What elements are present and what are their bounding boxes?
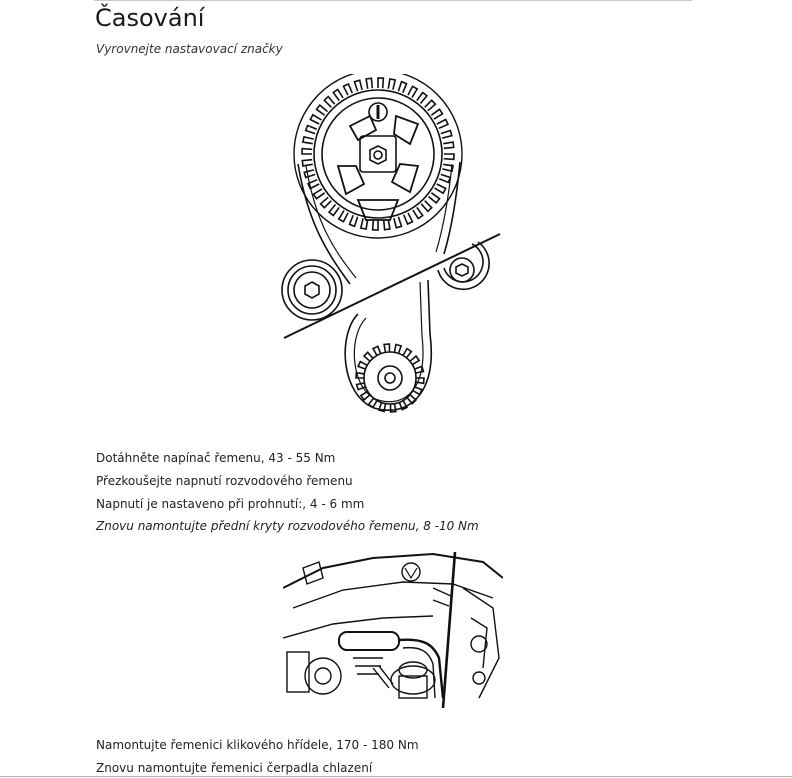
step-line: Napnutí je nastaveno při prohnutí:, 4 - 6 mm	[96, 497, 365, 511]
step-line: Znovu namontujte řemenici čerpadla chlazení	[96, 761, 373, 775]
gear-tooth	[404, 213, 413, 224]
gear-tooth	[443, 142, 454, 148]
gear-tooth	[302, 160, 313, 166]
page-title: Časování	[95, 4, 205, 32]
gear-tooth	[394, 217, 402, 228]
gear-tooth	[441, 131, 452, 139]
gear-tooth	[444, 154, 454, 159]
timing-belt-diagram	[278, 74, 508, 422]
bottom-rule	[0, 776, 792, 777]
gear-tooth	[413, 207, 423, 218]
step-line: Znovu namontujte přední kryty rozvodového řemenu, 8 -10 Nm	[96, 519, 479, 533]
gear-tooth	[388, 79, 395, 90]
gear-tooth	[304, 170, 315, 178]
gear-tooth	[350, 215, 358, 226]
gear-tooth	[333, 90, 343, 101]
gear-tooth	[355, 80, 363, 91]
gear-tooth	[303, 137, 314, 144]
top-rule	[94, 0, 692, 1]
step-line: Namontujte řemenici klikového hřídele, 170 - 180 Nm	[96, 738, 419, 752]
gear-tooth	[417, 93, 427, 104]
gear-tooth	[306, 126, 317, 134]
engine-bay-diagram	[283, 548, 503, 708]
gear-tooth	[373, 220, 378, 230]
gear-tooth	[429, 193, 440, 203]
gear-tooth	[302, 149, 312, 154]
gear-tooth	[314, 189, 325, 199]
gear-tooth	[416, 378, 424, 383]
gear-tooth	[437, 120, 448, 129]
gear-tooth	[339, 211, 348, 222]
step-line: Přezkoušejte napnutí rozvodového řemenu	[96, 474, 353, 488]
gear-tooth	[431, 109, 442, 119]
gear-tooth	[408, 86, 417, 97]
gear-tooth	[366, 78, 372, 89]
gear-tooth	[398, 82, 406, 93]
gear-tooth	[384, 344, 389, 352]
gear-tooth	[344, 84, 353, 95]
page-subtitle: Vyrovnejte nastavovací značky	[96, 42, 283, 56]
gear-tooth	[310, 115, 321, 124]
gear-tooth	[317, 105, 328, 115]
gear-tooth	[439, 174, 450, 182]
gear-tooth	[435, 184, 446, 193]
gear-tooth	[329, 205, 339, 216]
gear-tooth	[425, 100, 436, 110]
gear-tooth	[321, 197, 332, 207]
gear-tooth	[324, 97, 334, 108]
step-line: Dotáhněte napínač řemenu, 43 - 55 Nm	[96, 451, 336, 465]
gear-tooth	[378, 78, 383, 88]
gear-tooth	[421, 201, 431, 212]
